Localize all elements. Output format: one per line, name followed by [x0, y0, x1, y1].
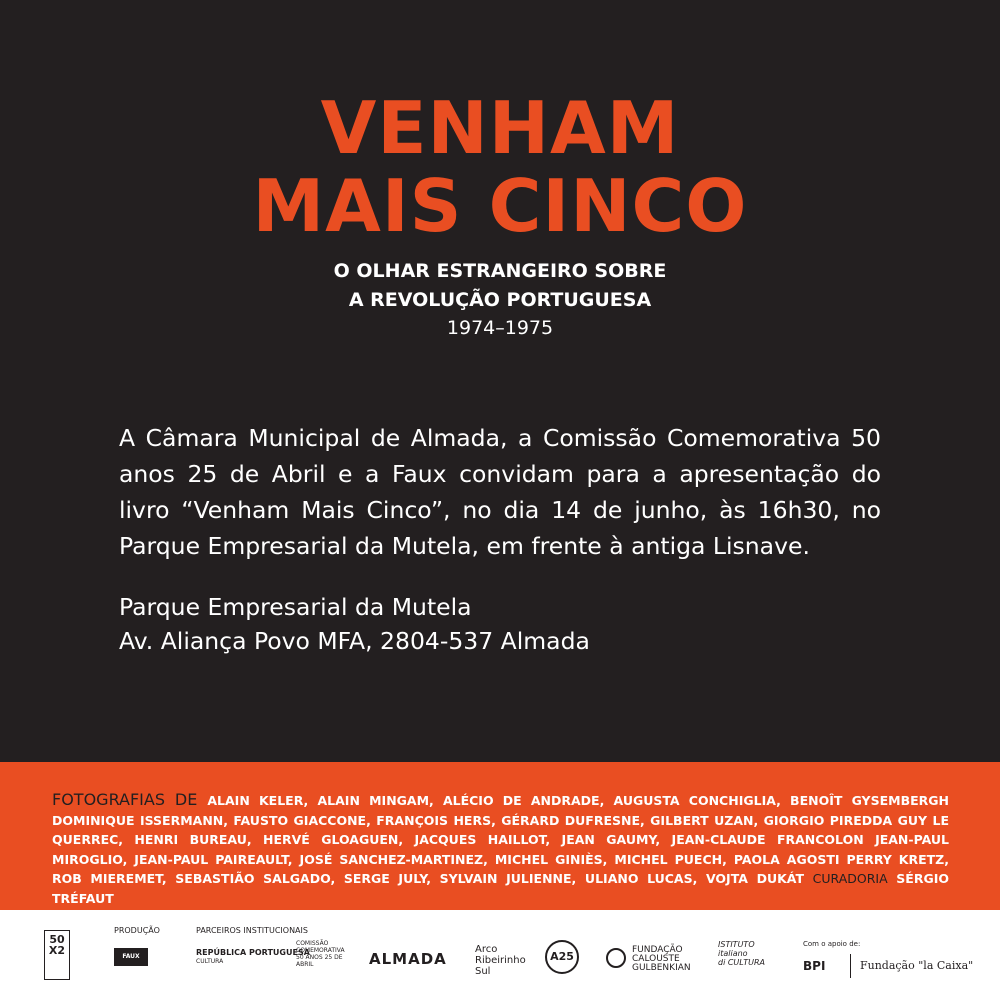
logo-almada: ALMADA	[369, 950, 447, 968]
curator-name: SÉRGIO TRÉFAUT	[52, 871, 950, 906]
logo-arco-ribeirinho-sul	[475, 944, 526, 977]
subtitle-years: 1974–1975	[446, 317, 554, 339]
parceiros-label: PARCEIROS INSTITUCIONAIS	[196, 926, 308, 935]
photographers-list: ALAIN KELER, ALAIN MINGAM, ALÉCIO DE ANDRADE, AUGUSTA CONCHIGLIA, BENOÎT GYSEMBERGH DOMINIQUE ISSERMANN, FAUSTO GIACCONE, FRANÇOIS HERS, GÉRARD DUFRESNE, GILBERT UZAN, GIORGIO PIREDDA GUY LE QUERREC, HENRI BUREAU, HERVÉ GLOAGUEN, JACQUES HAILLOT, JEAN GAUMY, JEAN-CLAUDE FRANCOLON JEAN-PAUL MIROGLIO, JEAN-PAUL PAIREAULT, JOSÉ SANCHEZ-MARTINEZ, MICHEL GINIÈS, MICHEL PUECH, PAOLA AGOSTI PERRY KRETZ, ROB MIEREMET, SEBASTIÃO SALGADO, SERGE JULY, SYLVAIN JULIENNE, ULIANO LUCAS, VOJTA DUKÁT	[52, 793, 949, 886]
logo-republica-text: REPÚBLICA PORTUGUESA	[196, 948, 310, 957]
logo-gulbenkian-2: CALOUSTE	[632, 954, 680, 964]
subtitle-line-2: A REVOLUÇÃO PORTUGUESA	[348, 289, 652, 311]
event-address	[119, 590, 590, 658]
gulbenkian-emblem-icon	[606, 948, 626, 968]
logo-istituto-2: italiano	[718, 949, 748, 958]
producao-label: PRODUÇÃO	[114, 926, 160, 935]
logo-comissao-comemorativa: COMISSÃO COMEMORATIVA 50 ANOS 25 DE ABRIL	[296, 940, 345, 968]
logo-gulbenkian-3: GULBENKIAN	[632, 963, 691, 973]
address-line-2: Av. Aliança Povo MFA, 2804-537 Almada	[119, 627, 590, 655]
address-line-1: Parque Empresarial da Mutela	[119, 593, 472, 621]
sponsors-footer	[0, 910, 1000, 1000]
invitation-text: A Câmara Municipal de Almada, a Comissão Comemorativa 50 anos 25 de Abril e a Faux convidam para a apresentação do livro “Venham Mais Cinco”, no dia 14 de junho, às 16h30, no Parque Empresarial da Mutela, em frente à antiga Lisnave.	[119, 424, 881, 560]
subtitle-line-1: O OLHAR ESTRANGEIRO SOBRE	[333, 260, 667, 282]
logo-arco-3: Sul	[475, 966, 491, 977]
logo-gulbenkian-1: FUNDAÇÃO	[632, 945, 683, 955]
apoio-label: Com o apoio de:	[803, 940, 861, 948]
curator-label: CURADORIA	[812, 871, 888, 886]
logo-republica-sub: CULTURA	[196, 958, 224, 965]
book-title-line-1: VENHAM	[320, 86, 680, 170]
logo-fundacao-la-caixa: Fundação "la Caixa"	[860, 959, 974, 972]
sponsor-divider	[850, 954, 851, 978]
logo-bpi: BPI	[803, 959, 826, 973]
logo-50x2: 50 X2	[44, 930, 70, 980]
logo-istituto-1: ISTITUTO	[718, 940, 755, 949]
photo-credits	[52, 790, 949, 908]
logo-gulbenkian	[632, 946, 691, 973]
credits-band	[0, 762, 1000, 910]
logo-istituto-italiano	[718, 940, 765, 967]
book-title-line-2: MAIS CINCO	[252, 164, 748, 248]
logo-faux: FAUX	[114, 948, 148, 966]
logo-arco-2: Ribeirinho	[475, 955, 526, 966]
logo-arco-1: Arco	[475, 944, 498, 955]
logo-a25: A25	[545, 940, 579, 974]
photos-label: FOTOGRAFIAS DE	[52, 790, 198, 809]
logo-istituto-3: di CULTURA	[718, 958, 765, 967]
